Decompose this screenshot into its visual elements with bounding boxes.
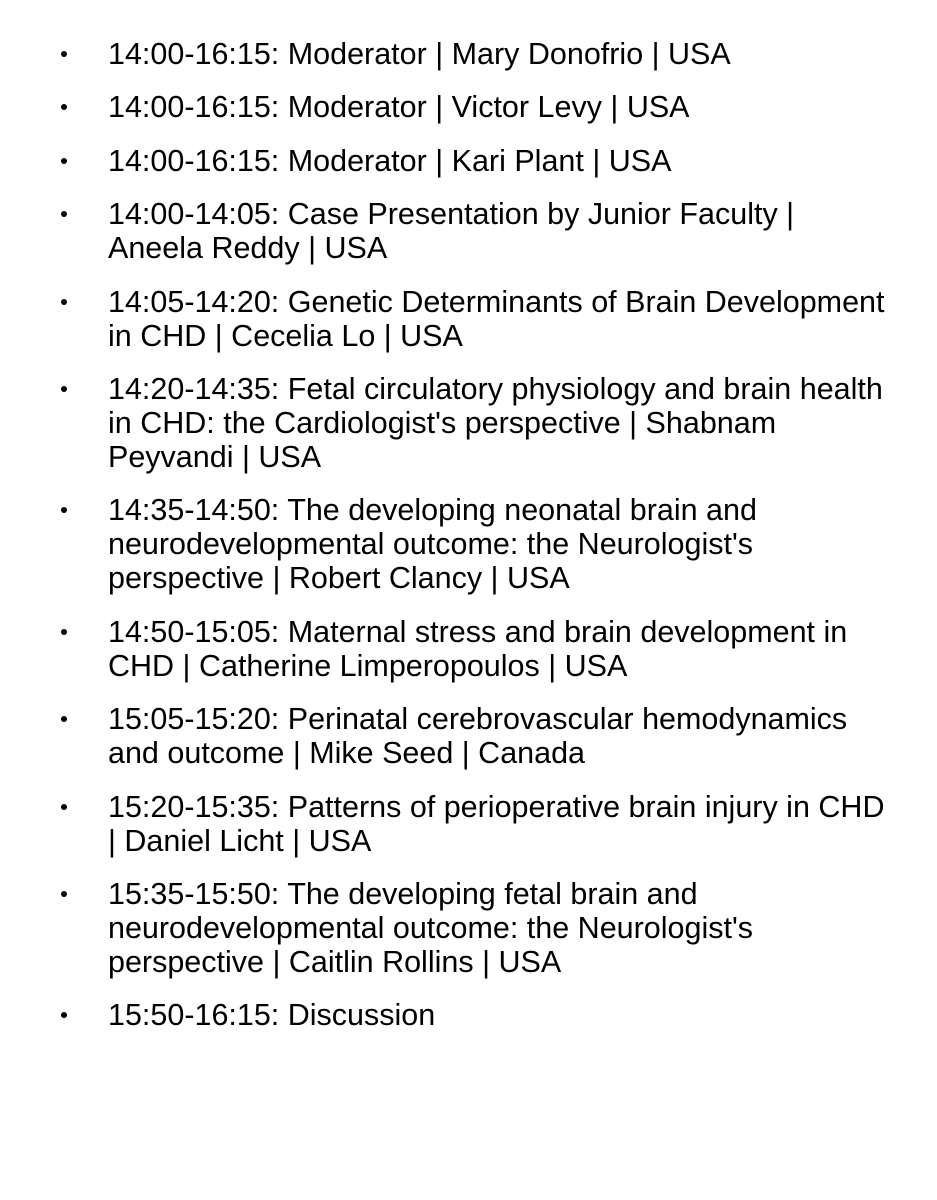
list-item	[0, 197, 937, 265]
schedule-item-text: 14:20-14:35: Fetal circulatory physiology and brain health in CHD: the Cardiologist's perspective | Shabnam Peyvandi | USA	[108, 371, 883, 474]
schedule-item-text: 14:50-15:05: Maternal stress and brain development in CHD | Catherine Limperopoulos | USA	[108, 614, 848, 683]
bullet-icon	[61, 51, 67, 57]
bullet-icon	[61, 386, 67, 392]
schedule-item-text: 14:35-14:50: The developing neonatal brain and neurodevelopmental outcome: the Neurologist's perspective | Robert Clancy | USA	[108, 493, 757, 596]
list-item	[0, 615, 937, 683]
list-item	[0, 144, 937, 178]
bullet-icon	[61, 299, 67, 305]
bullet-icon	[61, 804, 67, 810]
list-item	[0, 285, 937, 353]
schedule-item-text: 14:00-14:05: Case Presentation by Junior Faculty | Aneela Reddy | USA	[108, 197, 795, 266]
schedule-item-text: 15:20-15:35: Patterns of perioperative brain injury in CHD | Daniel Licht | USA	[108, 789, 885, 858]
bullet-icon	[61, 104, 67, 110]
schedule-item-text: 15:35-15:50: The developing fetal brain and neurodevelopmental outcome: the Neurologist's perspective | Caitlin Rollins | USA	[108, 876, 754, 979]
bullet-icon	[61, 1012, 67, 1018]
schedule-item-text: 15:05-15:20: Perinatal cerebrovascular hemodynamics and outcome | Mike Seed | Canada	[108, 702, 848, 771]
schedule-item-text: 14:00-16:15: Moderator | Victor Levy | USA	[108, 90, 690, 125]
list-item	[0, 37, 937, 71]
bullet-icon	[61, 629, 67, 635]
bullet-icon	[61, 891, 67, 897]
bullet-icon	[61, 507, 67, 513]
list-item	[0, 998, 937, 1032]
schedule-item-text: 14:00-16:15: Moderator | Kari Plant | USA	[108, 143, 672, 178]
bullet-icon	[61, 716, 67, 722]
bullet-icon	[61, 211, 67, 217]
schedule-list	[0, 37, 937, 1052]
schedule-item-text: 14:05-14:20: Genetic Determinants of Brain Development in CHD | Cecelia Lo | USA	[108, 284, 885, 353]
list-item	[0, 90, 937, 124]
list-item	[0, 372, 937, 474]
schedule-item-text: 14:00-16:15: Moderator | Mary Donofrio | USA	[108, 37, 731, 71]
schedule-item-text: 15:50-16:15: Discussion	[108, 998, 436, 1033]
list-item	[0, 493, 937, 595]
bullet-icon	[61, 158, 67, 164]
list-item	[0, 702, 937, 770]
list-item	[0, 790, 937, 858]
list-item	[0, 877, 937, 979]
